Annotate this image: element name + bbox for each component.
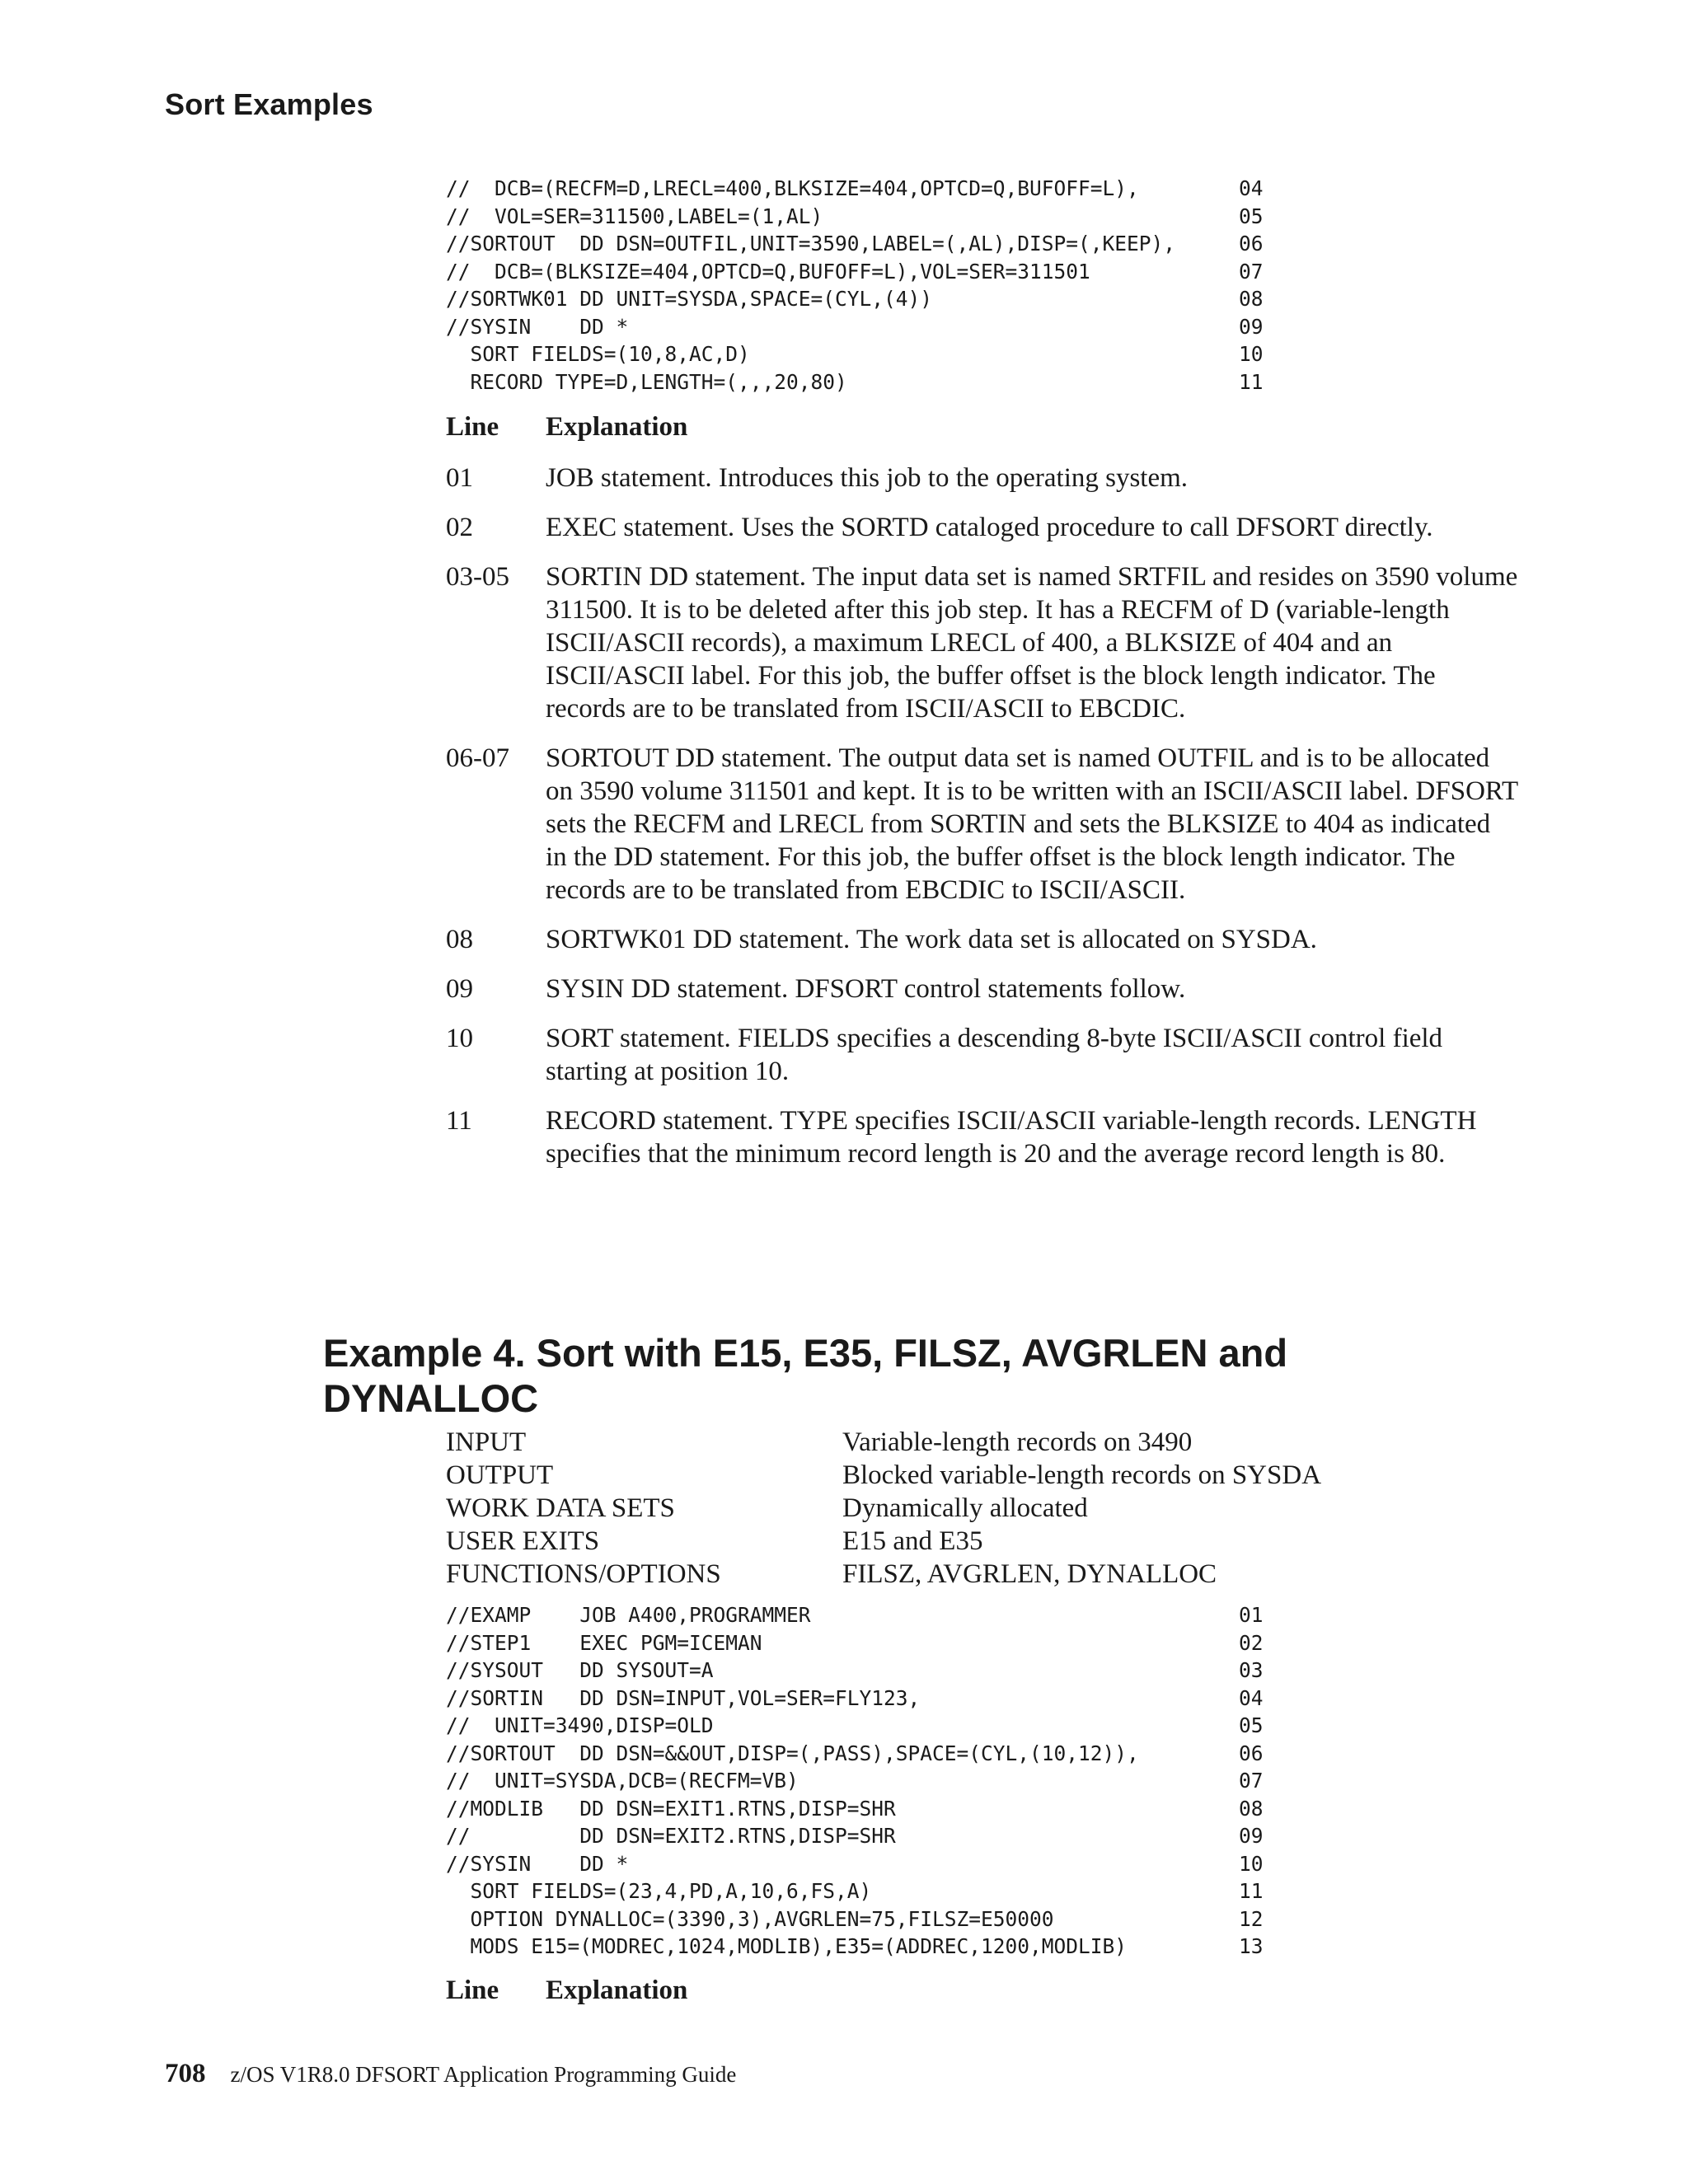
code-line-number: 10 (1239, 342, 1264, 366)
code-line (446, 230, 1270, 258)
explanation-text: SORT statement. FIELDS specifies a descending 8-byte ISCII/ASCII control field starting at position 10. (546, 1024, 1443, 1086)
line-column-heading: Line (446, 1975, 499, 2005)
code-line (446, 175, 1270, 203)
explanation-item (446, 560, 1518, 725)
summary-key: USER EXITS (446, 1526, 600, 1556)
code-line (446, 285, 1270, 313)
code-text: //SYSIN DD * (446, 314, 629, 339)
code-line (446, 203, 1270, 231)
line-column-heading: Line (446, 412, 499, 442)
explanation-text: JOB statement. Introduces this job to the operating system. (546, 463, 1189, 493)
page-number: 708 (165, 2059, 206, 2088)
code-block-1 (446, 175, 1270, 396)
summary-key: WORK DATA SETS (446, 1493, 675, 1523)
code-line (446, 340, 1270, 368)
code-text: // DCB=(RECFM=D,LRECL=400,BLKSIZE=404,OPTCD=Q,BUFOFF=L), (446, 176, 1139, 200)
code-line-number: 06 (1239, 232, 1264, 255)
code-line (446, 1685, 1270, 1713)
summary-value: Dynamically allocated (842, 1493, 1088, 1523)
code-line-number: 08 (1239, 287, 1264, 311)
code-line-number: 10 (1239, 1851, 1264, 1876)
explanation-column-heading: Explanation (546, 1975, 688, 2005)
code-line (446, 1877, 1270, 1905)
code-line (446, 1905, 1270, 1933)
explanation-item (446, 462, 1501, 494)
code-line (446, 368, 1270, 396)
explanation-line-number: 08 (446, 925, 473, 954)
summary-value: Blocked variable-length records on SYSDA (842, 1460, 1322, 1490)
explanation-text: SORTOUT DD statement. The output data set is named OUTFIL and is to be allocated on 3590 volume 311501 and kept. It is to be written with an ISCII/ASCII label. DFSORT sets the RECFM and LRECL from SORTIN and sets the BLKSIZE to 404 as indicated in the DD statement. For this job, the buffer offset is the block length indicator. The records are to be translated from EBCDIC to ISCII/ASCII. (546, 743, 1518, 905)
explanation-line-number: 09 (446, 974, 473, 1004)
code-line-number: 03 (1239, 1658, 1264, 1682)
summary-value: FILSZ, AVGRLEN, DYNALLOC (842, 1559, 1217, 1589)
summary-value: Variable-length records on 3490 (842, 1427, 1193, 1457)
code-text: //MODLIB DD DSN=EXIT1.RTNS,DISP=SHR (446, 1796, 896, 1821)
code-text: //EXAMP JOB A400,PROGRAMMER (446, 1603, 811, 1627)
code-line-number: 01 (1239, 1603, 1264, 1627)
code-line-number: 04 (1239, 176, 1264, 200)
code-line (446, 1850, 1270, 1878)
code-line-number: 06 (1239, 1741, 1264, 1765)
explanation-line-number: 02 (446, 513, 473, 542)
code-line-number: 11 (1239, 1879, 1264, 1903)
code-line (446, 1767, 1270, 1795)
explanation-line-number: 03-05 (446, 562, 509, 592)
code-text: MODS E15=(MODREC,1024,MODLIB),E35=(ADDREC,1200,MODLIB) (446, 1934, 1128, 1958)
code-line (446, 1795, 1270, 1823)
code-line-number: 09 (1239, 1824, 1264, 1848)
code-block-2 (446, 1601, 1270, 1961)
code-text: OPTION DYNALLOC=(3390,3),AVGRLEN=75,FILSZ=E50000 (446, 1906, 1054, 1931)
explanation-item (446, 1104, 1501, 1170)
code-line-number: 12 (1239, 1906, 1264, 1931)
running-head: Sort Examples (165, 87, 373, 121)
code-text: //SORTWK01 DD UNIT=SYSDA,SPACE=(CYL,(4)) (446, 287, 933, 311)
explanation-text: RECORD statement. TYPE specifies ISCII/ASCII variable-length records. LENGTH specifies that the minimum record length is 20 and the average record length is 80. (546, 1106, 1477, 1169)
explanation-item (446, 511, 1501, 544)
code-text: SORT FIELDS=(10,8,AC,D) (446, 342, 750, 366)
code-text: SORT FIELDS=(23,4,PD,A,10,6,FS,A) (446, 1879, 872, 1903)
explanation-text: EXEC statement. Uses the SORTD cataloged procedure to call DFSORT directly. (546, 513, 1433, 542)
code-line (446, 313, 1270, 341)
code-line (446, 1629, 1270, 1657)
explanation-item (446, 1022, 1501, 1088)
code-text: //SYSOUT DD SYSOUT=A (446, 1658, 714, 1682)
code-line-number: 02 (1239, 1630, 1264, 1655)
code-line (446, 1740, 1270, 1768)
code-line (446, 1601, 1270, 1629)
summary-key: FUNCTIONS/OPTIONS (446, 1559, 721, 1589)
code-line-number: 11 (1239, 369, 1264, 394)
code-line (446, 1933, 1270, 1961)
code-text: // DCB=(BLKSIZE=404,OPTCD=Q,BUFOFF=L),VOL=SER=311501 (446, 259, 1090, 284)
code-line-number: 08 (1239, 1796, 1264, 1821)
code-text: // VOL=SER=311500,LABEL=(1,AL) (446, 204, 823, 228)
explanation-item (446, 742, 1518, 907)
explanation-text: SORTWK01 DD statement. The work data set is allocated on SYSDA. (546, 925, 1317, 954)
code-text: // UNIT=3490,DISP=OLD (446, 1713, 714, 1737)
code-text: RECORD TYPE=D,LENGTH=(,,,20,80) (446, 369, 847, 394)
summary-value: E15 and E35 (842, 1526, 983, 1556)
code-text: //SORTIN DD DSN=INPUT,VOL=SER=FLY123, (446, 1685, 921, 1710)
code-line-number: 05 (1239, 1713, 1264, 1737)
code-text: //STEP1 EXEC PGM=ICEMAN (446, 1630, 762, 1655)
explanation-line-number: 06-07 (446, 743, 509, 773)
explanation-column-heading: Explanation (546, 412, 688, 442)
code-text: //SYSIN DD * (446, 1851, 629, 1876)
page-footer (165, 2059, 736, 2089)
code-line (446, 1822, 1270, 1850)
code-text: //SORTOUT DD DSN=&&OUT,DISP=(,PASS),SPACE=(CYL,(10,12)), (446, 1741, 1139, 1765)
code-text: // DD DSN=EXIT2.RTNS,DISP=SHR (446, 1824, 896, 1848)
code-line (446, 258, 1270, 286)
explanation-line-number: 11 (446, 1106, 472, 1136)
code-line-number: 13 (1239, 1934, 1264, 1958)
code-line-number: 04 (1239, 1685, 1264, 1710)
summary-key: OUTPUT (446, 1460, 554, 1490)
code-line (446, 1657, 1270, 1685)
explanation-list-1 (446, 462, 1518, 1187)
explanation-line-number: 10 (446, 1024, 473, 1053)
explanation-text: SYSIN DD statement. DFSORT control statements follow. (546, 974, 1186, 1004)
summary-key: INPUT (446, 1427, 527, 1457)
code-line-number: 07 (1239, 259, 1264, 284)
code-text: // UNIT=SYSDA,DCB=(RECFM=VB) (446, 1769, 799, 1793)
book-title: z/OS V1R8.0 DFSORT Application Programming Guide (230, 2062, 737, 2087)
section-title: Example 4. Sort with E15, E35, FILSZ, AVGRLEN and DYNALLOC (323, 1331, 1288, 1420)
code-line-number: 07 (1239, 1769, 1264, 1793)
explanation-text: SORTIN DD statement. The input data set is named SRTFIL and resides on 3590 volume 311500. It is to be deleted after this job step. It has a RECFM of D (variable-length ISCII/ASCII records), a maximum LRECL of 400, a BLKSIZE of 404 and an ISCII/ASCII label. For this job, the buffer offset is the block length indicator. The records are to be translated from ISCII/ASCII to EBCDIC. (546, 562, 1518, 724)
code-line-number: 05 (1239, 204, 1264, 228)
explanation-item (446, 923, 1501, 956)
code-line (446, 1712, 1270, 1740)
code-line-number: 09 (1239, 314, 1264, 339)
code-text: //SORTOUT DD DSN=OUTFIL,UNIT=3590,LABEL=(,AL),DISP=(,KEEP), (446, 232, 1176, 255)
explanation-item (446, 972, 1501, 1005)
explanation-line-number: 01 (446, 463, 473, 493)
